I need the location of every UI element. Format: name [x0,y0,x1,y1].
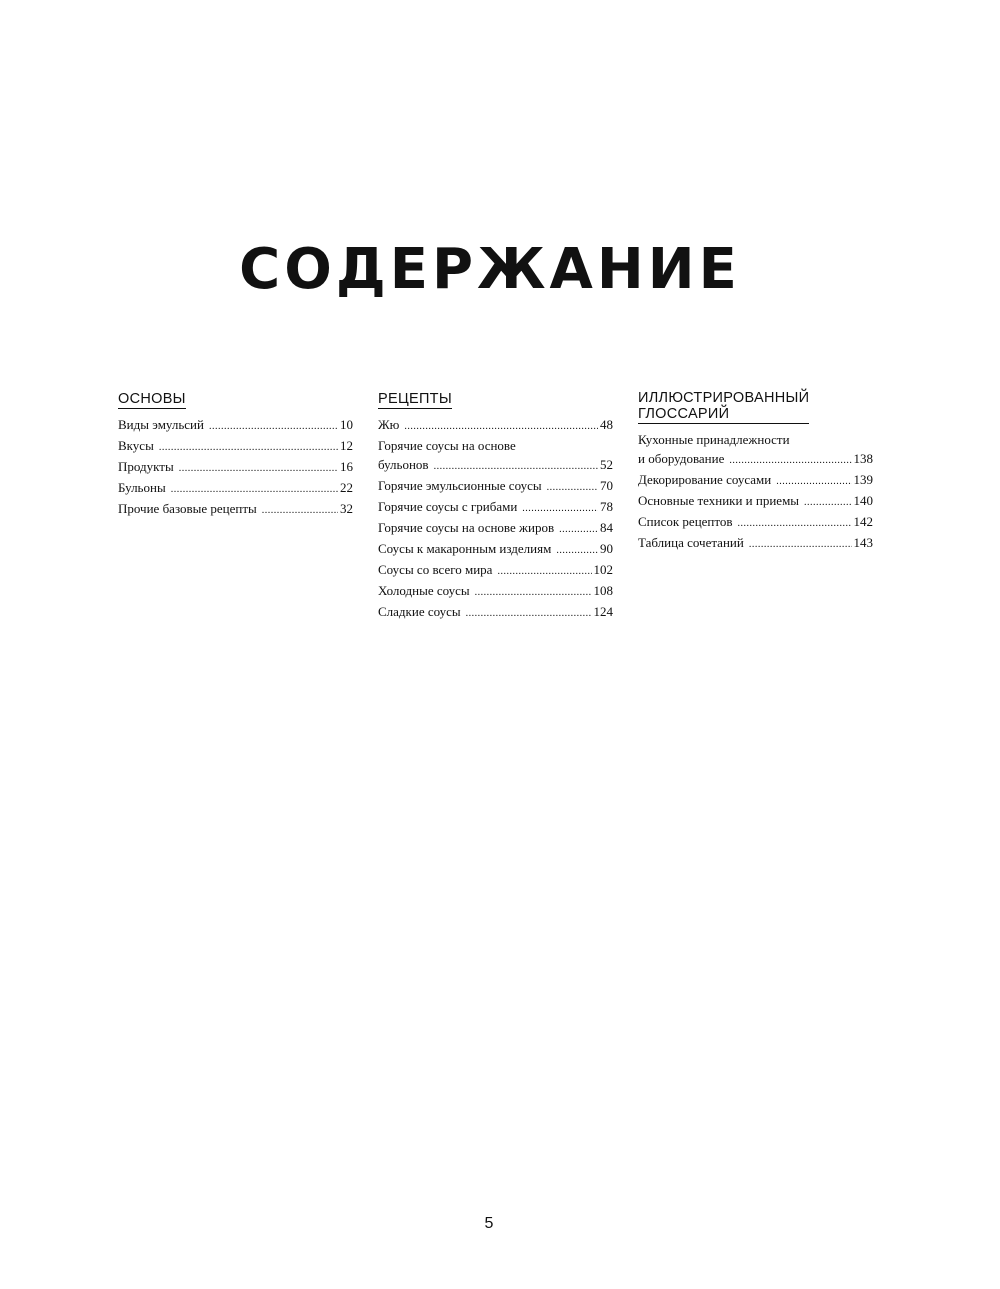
leader-dots [262,501,338,520]
toc-entry-label: Виды эмульсий [118,417,204,432]
toc-entry-label: Декорирование соусами [638,472,772,487]
section-heading [378,391,452,409]
leader-dots [159,438,338,457]
toc-entry-label: Жю [378,417,400,432]
toc-entry-label-line1: Кухонные принадлежности [638,432,790,447]
toc-entry-page: 32 [340,501,353,516]
toc-entry[interactable] [638,470,873,491]
leader-dots [209,417,338,436]
toc-entry[interactable] [118,499,353,520]
toc-entry-label: Горячие соусы на основе жиров [378,520,555,535]
page-title: СОДЕРЖАНИЕ [239,237,741,302]
toc-section-recepty [378,390,613,623]
leader-dots [497,562,591,581]
toc-entry[interactable] [638,430,873,470]
section-heading [118,391,186,409]
toc-entry-label: Таблица сочетаний [638,535,744,550]
page-number: 5 [484,1215,494,1232]
leader-dots [738,514,852,533]
toc-entry-page: 142 [853,514,873,529]
toc-entry-label: Прочие базовые рецепты [118,501,257,516]
toc-entry-label: Сладкие соусы [378,604,461,619]
leader-dots [404,417,598,436]
toc-entry[interactable] [378,436,613,476]
toc-list [638,430,873,554]
toc-section-glossary [638,390,873,554]
toc-entry[interactable] [378,476,613,497]
leader-dots [522,499,598,518]
toc-entry-label: Соусы со всего мира [378,562,493,577]
toc-entry[interactable] [638,512,873,533]
toc-entry[interactable] [638,533,873,554]
leader-dots [547,478,598,497]
toc-entry-page: 139 [853,472,873,487]
leader-dots [556,541,598,560]
toc-entry-page: 22 [340,480,353,495]
toc-entry-label: Горячие соусы с грибами [378,499,518,514]
toc-entry[interactable] [378,415,613,436]
leader-dots [171,480,338,499]
leader-dots [804,493,851,512]
leader-dots [776,472,851,491]
toc-entry-page: 143 [853,535,873,550]
toc-entry[interactable] [378,581,613,602]
toc-entry-label: Соусы к макаронным изделиям [378,541,552,556]
toc-entry[interactable] [638,491,873,512]
toc-entry-label: Список рецептов [638,514,733,529]
toc-entry[interactable] [118,415,353,436]
leader-dots [749,535,852,554]
toc-entry-label: бульонов [378,457,429,472]
toc-entry-label: Бульоны [118,480,166,495]
toc-entry[interactable] [118,436,353,457]
toc-entry-page: 102 [593,562,613,577]
toc-entry-page: 108 [593,583,613,598]
toc-entry-label: Основные техники и приемы [638,493,800,508]
section-heading [638,390,809,424]
toc-entry-page: 10 [340,417,353,432]
toc-entry-page: 12 [340,438,353,453]
toc-entry-label: Вкусы [118,438,154,453]
leader-dots [466,604,592,623]
toc-entry[interactable] [378,539,613,560]
leader-dots [434,457,598,476]
toc-entry-label: Продукты [118,459,174,474]
toc-list [118,415,353,520]
toc-entry[interactable] [378,560,613,581]
section-heading-line: ИЛЛЮСТРИРОВАННЫЙ [638,390,810,406]
toc-entry-page: 84 [600,520,613,535]
section-heading-line: ОСНОВЫ [118,391,186,407]
toc-entry-label: и оборудование [638,451,725,466]
toc-entry-page: 124 [593,604,613,619]
toc-entry-label-line1: Горячие соусы на основе [378,438,516,453]
toc-entry-page: 138 [853,451,873,466]
toc-entry-label: Горячие эмульсионные соусы [378,478,542,493]
leader-dots [559,520,598,539]
section-heading-line: ГЛОССАРИЙ [638,406,730,422]
toc-entry[interactable] [378,497,613,518]
toc-entry-page: 70 [600,478,613,493]
toc-entry-label: Холодные соусы [378,583,470,598]
leader-dots [475,583,592,602]
toc-entry-page: 48 [600,417,613,432]
toc-entry-page: 78 [600,499,613,514]
toc-entry[interactable] [118,457,353,478]
toc-entry[interactable] [378,602,613,623]
toc-entry-page: 16 [340,459,353,474]
leader-dots [729,451,851,470]
toc-entry[interactable] [378,518,613,539]
section-heading-line: РЕЦЕПТЫ [378,391,452,407]
toc-entry[interactable] [118,478,353,499]
toc-entry-page: 90 [600,541,613,556]
toc-section-osnovy [118,390,353,520]
toc-entry-page: 52 [600,457,613,472]
toc-entry-page: 140 [853,493,873,508]
toc-list [378,415,613,623]
leader-dots [179,459,338,478]
